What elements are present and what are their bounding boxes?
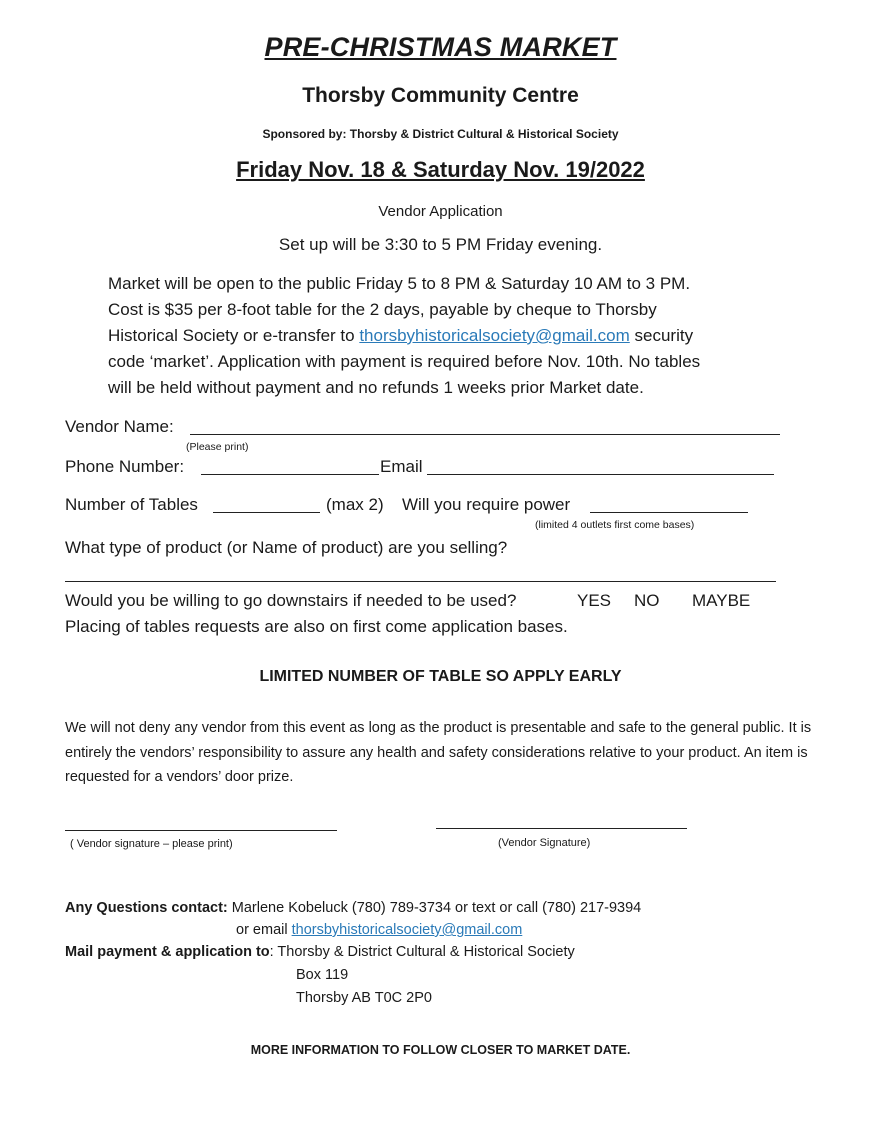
page-title: PRE-CHRISTMAS MARKET bbox=[264, 32, 617, 62]
application-label: Vendor Application bbox=[378, 203, 503, 220]
phone-field[interactable] bbox=[201, 474, 379, 475]
product-field[interactable] bbox=[65, 581, 776, 582]
questions-text: Marlene Kobeluck (780) 789-3734 or text or call (780) 217-9394 bbox=[227, 900, 642, 916]
questions-contact bbox=[65, 900, 641, 916]
email-label: Email bbox=[380, 457, 423, 476]
mail-line bbox=[65, 944, 575, 960]
placement-note: Placing of tables requests are also on first come application bases. bbox=[65, 617, 568, 636]
power-field[interactable] bbox=[590, 512, 748, 513]
info-line-3-pre: Historical Society or e-transfer to bbox=[108, 326, 360, 345]
limited-tables-warning: LIMITED NUMBER OF TABLE SO APPLY EARLY bbox=[259, 668, 622, 685]
info-line-3-post: security bbox=[629, 326, 694, 345]
vendor-name-field[interactable] bbox=[190, 434, 780, 435]
phone-label: Phone Number: bbox=[65, 457, 185, 476]
vendor-signature-label: (Vendor Signature) bbox=[498, 837, 591, 849]
vendor-print-signature-label: ( Vendor signature – please print) bbox=[70, 838, 233, 850]
mail-box: Box 119 bbox=[296, 967, 349, 983]
info-line-4: code ‘market’. Application with payment is required before Nov. 10th. No tables bbox=[108, 352, 701, 371]
power-label: Will you require power bbox=[402, 495, 571, 514]
more-info-footer: MORE INFORMATION TO FOLLOW CLOSER TO MARKET DATE. bbox=[250, 1043, 631, 1057]
tables-field[interactable] bbox=[213, 512, 320, 513]
vendor-name-label: Vendor Name: bbox=[65, 417, 174, 436]
venue-heading: Thorsby Community Centre bbox=[302, 84, 579, 107]
mail-label: Mail payment & application to bbox=[65, 944, 270, 960]
setup-time: Set up will be 3:30 to 5 PM Friday evening. bbox=[278, 235, 603, 254]
option-yes[interactable]: YES bbox=[577, 591, 612, 610]
vendor-signature-line[interactable] bbox=[436, 828, 687, 829]
product-question: What type of product (or Name of product) are you selling? bbox=[65, 538, 508, 557]
please-print-note: (Please print) bbox=[186, 441, 249, 453]
downstairs-question: Would you be willing to go downstairs if needed to be used? bbox=[65, 591, 517, 610]
sponsor-line: Sponsored by: Thorsby & District Cultural & Historical Society bbox=[262, 127, 619, 141]
contact-email-link[interactable]: thorsbyhistoricalsociety@gmail.com bbox=[291, 922, 523, 938]
mail-org: : Thorsby & District Cultural & Historical Society bbox=[269, 944, 575, 960]
vendor-print-signature-line[interactable] bbox=[65, 830, 337, 831]
info-line-1: Market will be open to the public Friday 5 to 8 PM & Saturday 10 AM to 3 PM. bbox=[108, 274, 691, 293]
mail-city: Thorsby AB T0C 2P0 bbox=[296, 990, 432, 1006]
option-no[interactable]: NO bbox=[634, 591, 660, 610]
tables-label: Number of Tables bbox=[65, 495, 198, 514]
info-line-2: Cost is $35 per 8-foot table for the 2 days, payable by cheque to Thorsby bbox=[108, 300, 657, 319]
contact-email-line bbox=[236, 922, 522, 938]
option-maybe[interactable]: MAYBE bbox=[692, 591, 751, 610]
info-line-3 bbox=[108, 323, 693, 349]
power-note: (limited 4 outlets first come bases) bbox=[535, 519, 695, 531]
event-dates: Friday Nov. 18 & Saturday Nov. 19/2022 bbox=[236, 157, 645, 182]
vendor-notice: We will not deny any vendor from this event as long as the product is presentable and safe to the general public. It is entirely the vendors’ responsibility to assure any health and safety considerations relative to your product. An item is requested for a vendors’ door prize. bbox=[65, 720, 812, 785]
email-field[interactable] bbox=[427, 474, 774, 475]
or-email-label: or email bbox=[236, 922, 292, 938]
info-line-5: will be held without payment and no refunds 1 weeks prior Market date. bbox=[108, 378, 644, 397]
email-link[interactable]: thorsbyhistoricalsociety@gmail.com bbox=[359, 326, 630, 345]
questions-label: Any Questions contact: bbox=[65, 900, 228, 916]
max-tables-note: (max 2) bbox=[326, 495, 384, 514]
